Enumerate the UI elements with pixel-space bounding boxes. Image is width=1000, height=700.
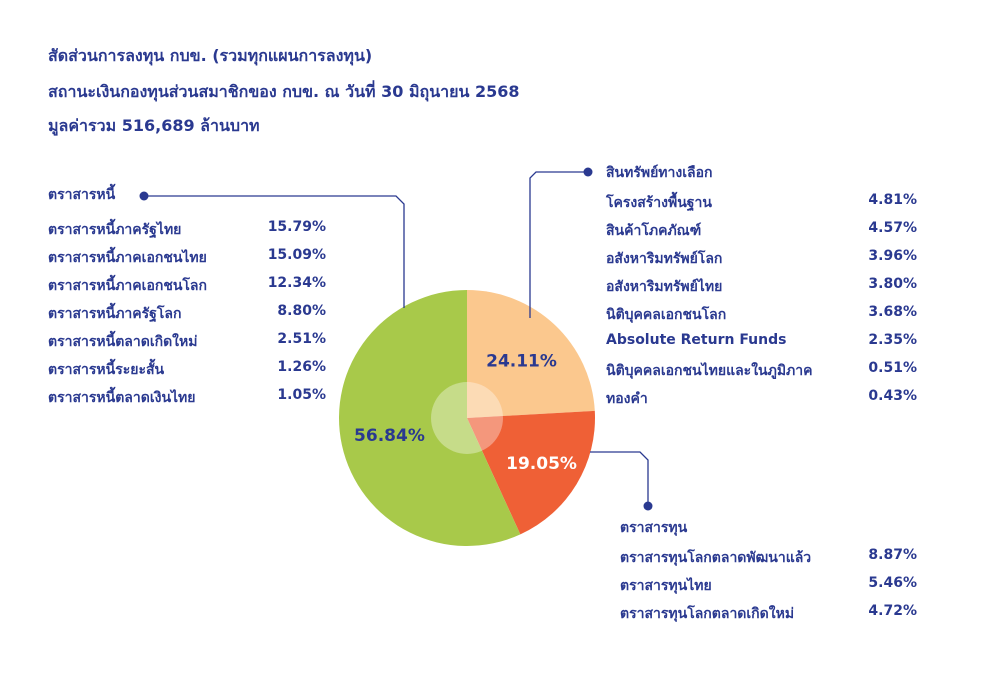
legend-label: ตราสารทุนไทย xyxy=(620,578,712,594)
legend-row-equities xyxy=(620,575,917,597)
legend-label: ตราสารหนี้ภาคเอกชนไทย xyxy=(48,250,207,266)
chart-title: สัดส่วนการลงทุน กบข. (รวมทุกแผนการลงทุน) xyxy=(48,46,373,65)
legend-value: 3.96% xyxy=(868,248,917,264)
legend-row-alternatives xyxy=(606,332,917,348)
leader-equities-dot xyxy=(644,502,653,511)
legend-label: ตราสารหนี้ภาคเอกชนโลก xyxy=(48,278,207,294)
legend-value: 3.68% xyxy=(868,304,917,320)
legend-row-alternatives xyxy=(606,276,917,298)
legend-row-bonds xyxy=(48,331,326,353)
legend-label: ตราสารทุนโลกตลาดพัฒนาแล้ว xyxy=(620,550,812,566)
legend-value: 2.51% xyxy=(277,331,326,347)
legend-value: 8.80% xyxy=(277,303,326,319)
legend-value: 15.09% xyxy=(267,247,326,263)
legend-label: ทองคำ xyxy=(606,391,648,407)
legend-label: ตราสารทุนโลกตลาดเกิดใหม่ xyxy=(620,606,795,622)
legend-row-alternatives xyxy=(606,304,917,326)
pie-label-alternatives: 24.11% xyxy=(486,351,557,372)
legend-row-bonds xyxy=(48,303,326,325)
legend-value: 15.79% xyxy=(267,219,326,235)
leader-equities-line xyxy=(590,452,648,506)
legend-label: ตราสารหนี้ตลาดเงินไทย xyxy=(48,390,196,406)
legend-value: 12.34% xyxy=(267,275,326,291)
legend-row-alternatives xyxy=(606,248,917,270)
legend-row-bonds xyxy=(48,359,326,381)
legend-label: อสังหาริมทรัพย์โลก xyxy=(606,251,723,267)
legend-label: ตราสารหนี้ระยะสั้น xyxy=(48,362,165,378)
chart-subtitle: สถานะเงินกองทุนส่วนสมาชิกของ กบข. ณ วันที่ 30 มิถุนายน 2568 xyxy=(48,82,520,101)
leader-bonds-dot xyxy=(140,192,149,201)
legend-value: 4.57% xyxy=(868,220,917,236)
legend-label: ตราสารหนี้ภาครัฐไทย xyxy=(48,222,182,238)
group-title-equities: ตราสารทุน xyxy=(620,520,688,536)
legend-label: ตราสารหนี้ตลาดเกิดใหม่ xyxy=(48,334,198,350)
legend-value: 4.72% xyxy=(868,603,917,619)
legend-label: นิติบุคคลเอกชนไทยและในภูมิภาค xyxy=(606,363,813,379)
legend-label: Absolute Return Funds xyxy=(606,332,787,348)
legend-value: 5.46% xyxy=(868,575,917,591)
legend-label: โครงสร้างพื้นฐาน xyxy=(606,195,712,211)
legend-label: สินค้าโภคภัณฑ์ xyxy=(606,223,702,239)
leader-alternatives-dot xyxy=(584,168,593,177)
legend-row-alternatives xyxy=(606,192,917,214)
legend-value: 1.26% xyxy=(277,359,326,375)
legend-row-bonds xyxy=(48,275,326,297)
leader-alternatives-line xyxy=(530,172,588,318)
pie-center-circle xyxy=(431,382,503,454)
legend-label: ตราสารหนี้ภาครัฐโลก xyxy=(48,306,182,322)
group-title-alternatives: สินทรัพย์ทางเลือก xyxy=(606,165,713,181)
legend-row-alternatives xyxy=(606,388,917,410)
total-value: มูลค่ารวม 516,689 ล้านบาท xyxy=(48,116,260,135)
group-title-bonds: ตราสารหนี้ xyxy=(48,187,116,203)
legend-value: 8.87% xyxy=(868,547,917,563)
legend-value: 0.43% xyxy=(868,388,917,404)
legend-row-bonds xyxy=(48,387,326,409)
legend-value: 1.05% xyxy=(277,387,326,403)
legend-row-bonds xyxy=(48,247,326,269)
legend-value: 2.35% xyxy=(868,332,917,348)
legend-label: อสังหาริมทรัพย์ไทย xyxy=(606,279,723,295)
legend-row-alternatives xyxy=(606,360,917,382)
pie-label-bonds: 56.84% xyxy=(354,425,425,446)
legend-row-bonds xyxy=(48,219,326,241)
legend-value: 3.80% xyxy=(868,276,917,292)
legend-row-equities xyxy=(620,547,917,569)
legend-row-equities xyxy=(620,603,917,625)
legend-label: นิติบุคคลเอกชนโลก xyxy=(606,307,727,323)
pie-label-equities: 19.05% xyxy=(506,453,577,474)
legend-row-alternatives xyxy=(606,220,917,242)
legend-value: 4.81% xyxy=(868,192,917,208)
legend-value: 0.51% xyxy=(868,360,917,376)
